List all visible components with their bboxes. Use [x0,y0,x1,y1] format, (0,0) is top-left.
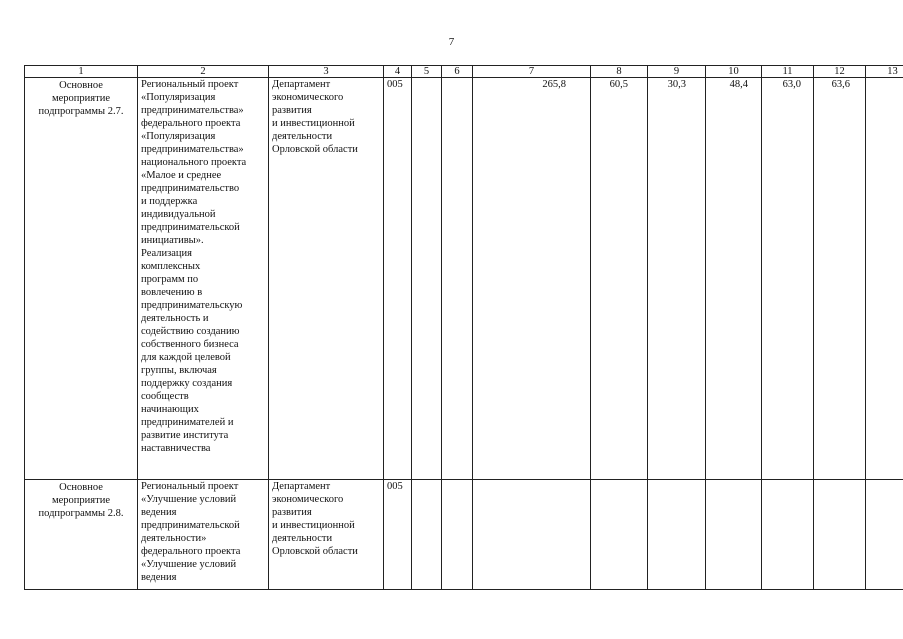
year-value [591,480,648,590]
column-number: 8 [591,66,648,78]
column-number: 12 [814,66,866,78]
year-value: 60,5 [591,78,648,480]
total-value: 265,8 [473,78,591,480]
project-description: Региональный проект «Популяризация предпринимательства» федерального проекта «Популяризация предпринимательства» национального проекта «Малое и среднее предпринимательство и поддержка индивидуальной предпринимательской инициативы». Реализация комплексных программ по вовлечению в предпринимательскую деятельность и содействию созданию собственного бизнеса для каждой целевой группы, включая поддержку создания сообществ начинающих предпринимателей и развитие института наставничества [138,78,269,480]
year-value [814,480,866,590]
table-cell [412,480,442,590]
table-row [25,78,903,480]
responsible-department: Департамент экономического развития и инвестиционной деятельности Орловской области [269,480,384,590]
department-code: 005 [384,78,412,480]
table-cell [442,78,473,480]
column-number: 4 [384,66,412,78]
year-value [648,480,706,590]
measure-name: Основное мероприятие подпрограммы 2.7. [25,78,138,480]
department-code: 005 [384,480,412,590]
column-number: 13 [866,66,903,78]
year-value: 48,4 [706,78,762,480]
table-cell [866,78,903,480]
column-number: 1 [25,66,138,78]
year-value [706,480,762,590]
year-value: 30,3 [648,78,706,480]
column-number-row [25,66,903,78]
program-table [24,65,903,590]
table-cell [866,480,903,590]
column-number: 9 [648,66,706,78]
column-number: 11 [762,66,814,78]
year-value [762,480,814,590]
column-number: 6 [442,66,473,78]
page-number: 7 [448,36,455,48]
total-value [473,480,591,590]
project-description: Региональный проект «Улучшение условий ведения предпринимательской деятельности» федерального проекта «Улучшение условий ведения [138,480,269,590]
table-row [25,480,903,590]
responsible-department: Департамент экономического развития и инвестиционной деятельности Орловской области [269,78,384,480]
column-number: 10 [706,66,762,78]
column-number: 3 [269,66,384,78]
column-number: 5 [412,66,442,78]
column-number: 2 [138,66,269,78]
column-number: 7 [473,66,591,78]
year-value: 63,0 [762,78,814,480]
measure-name: Основное мероприятие подпрограммы 2.8. [25,480,138,590]
year-value: 63,6 [814,78,866,480]
table-cell [412,78,442,480]
table-cell [442,480,473,590]
